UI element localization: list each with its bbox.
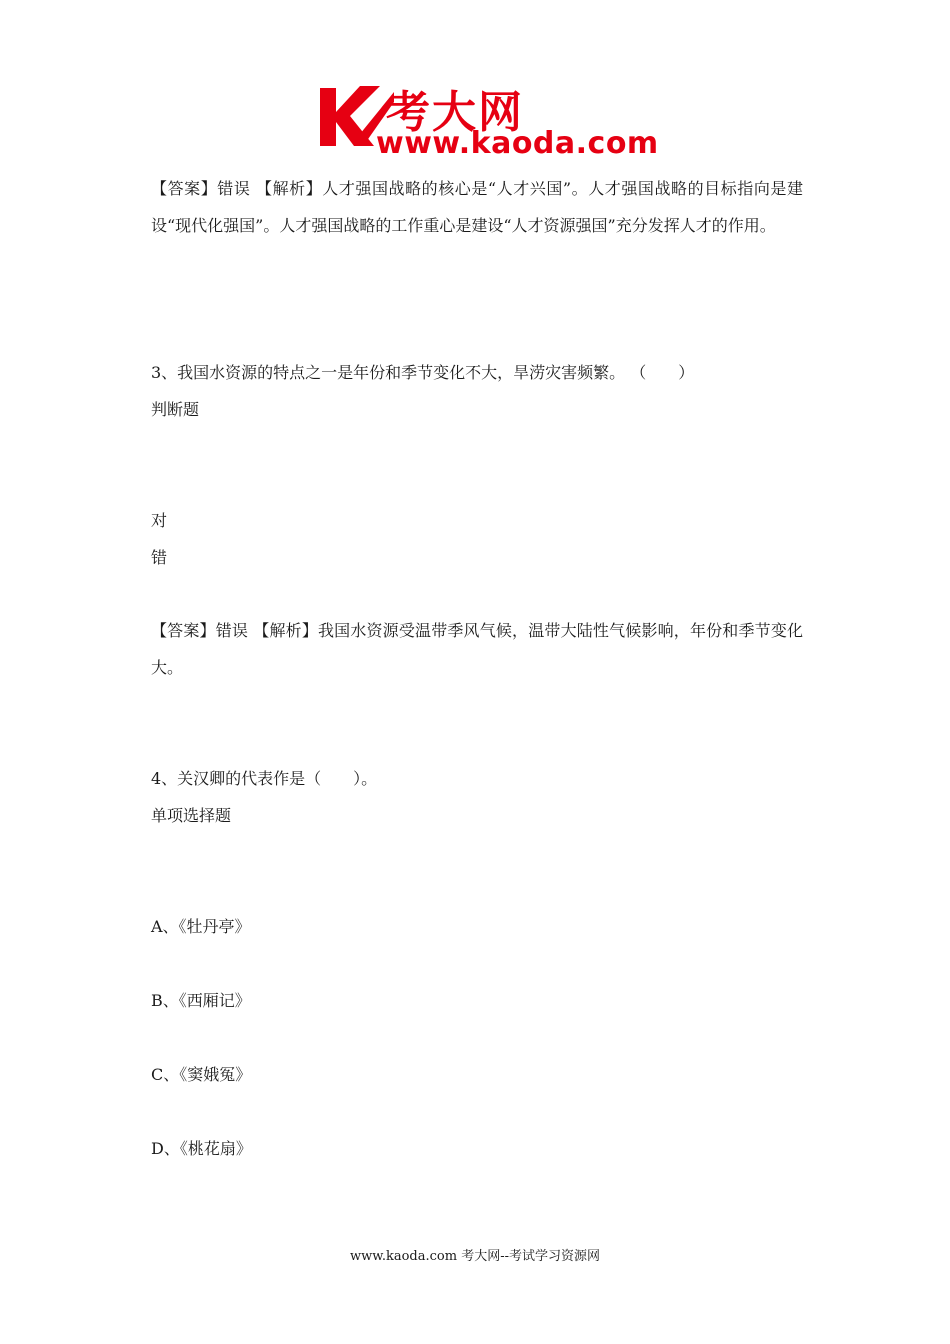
- page-footer: www.kaoda.com 考大网--考试学习资源网: [350, 1249, 600, 1264]
- answer-explanation-q3: 【答案】错误 【解析】我国水资源受温带季风气候，温带大陆性气候影响，年份和季节变化大。: [151, 621, 803, 677]
- question-4-stem: 4、关汉卿的代表作是（ ）。: [151, 769, 378, 788]
- question-4-option-d[interactable]: D、《桃花扇》: [151, 1139, 252, 1158]
- document-body: [151, 170, 811, 1167]
- logo-url: www.kaoda.com: [376, 126, 659, 161]
- question-4-type: 单项选择题: [151, 806, 232, 825]
- kaoda-logo: [316, 82, 659, 162]
- answer-explanation-q2: 【答案】错误 【解析】人才强国战略的核心是“人才兴国”。人才强国战略的目标指向是建设“现代化强国”。人才强国战略的工作重心是建设“人才资源强国”充分发挥人才的作用。: [151, 179, 803, 235]
- question-4-option-b[interactable]: B、《西厢记》: [151, 991, 251, 1010]
- question-3-type: 判断题: [151, 400, 200, 419]
- logo-chinese-name: 考大网: [386, 87, 524, 138]
- question-4-option-a[interactable]: A、《牡丹亭》: [151, 917, 251, 936]
- question-4-option-c[interactable]: C、《窦娥冤》: [151, 1065, 252, 1084]
- question-3-stem: 3、我国水资源的特点之一是年份和季节变化不大，旱涝灾害频繁。 （ ）: [151, 363, 695, 382]
- question-3-option-false[interactable]: 错: [151, 548, 168, 567]
- question-3-option-true[interactable]: 对: [151, 511, 168, 530]
